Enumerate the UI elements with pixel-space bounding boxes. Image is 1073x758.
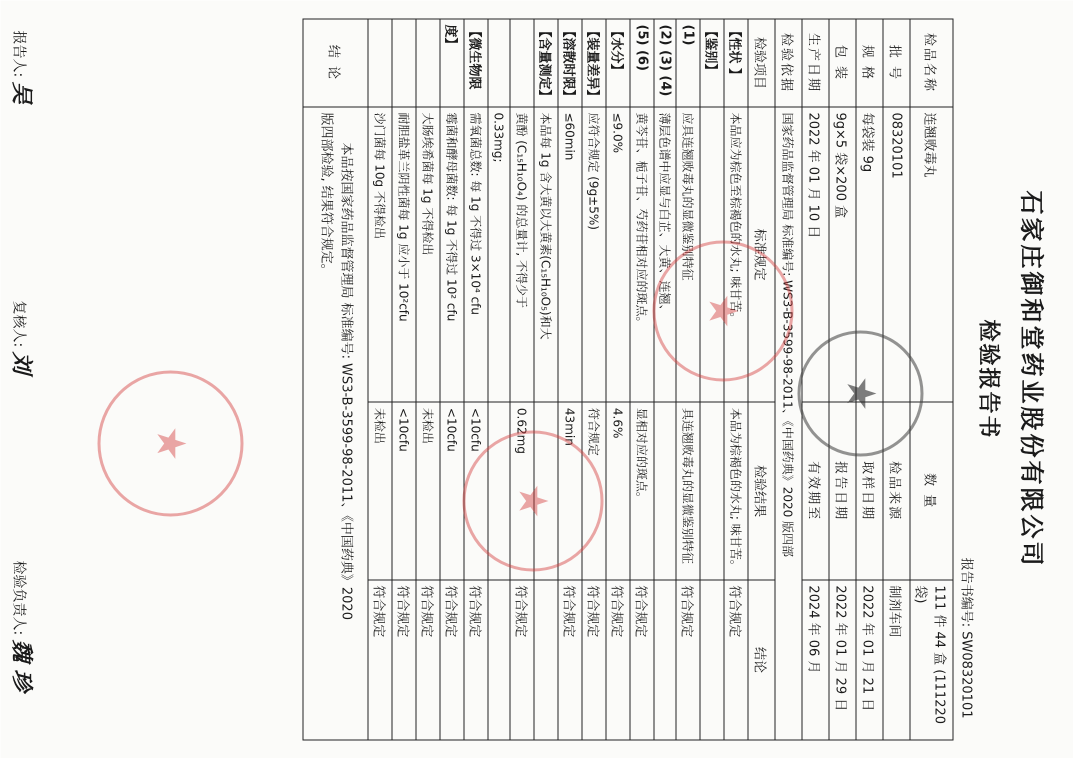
- reporter-label: 报告人:: [10, 30, 26, 77]
- test-conclusion: 符合规定: [676, 579, 700, 739]
- test-item-row: [534, 19, 558, 740]
- test-conclusion: [488, 579, 510, 739]
- test-item-row: [676, 19, 700, 740]
- seal-star-icon: ★: [509, 482, 556, 519]
- test-conclusion: 符合规定: [416, 579, 440, 739]
- test-conclusion: 符合规定: [606, 579, 630, 739]
- info-label: 规 格: [856, 19, 883, 107]
- test-standard: 黄芩苷、栀子苷、芍药苷相对应的斑点。: [630, 106, 654, 401]
- test-conclusion: 符合规定: [630, 579, 654, 739]
- company-seal-top: [797, 330, 923, 456]
- test-result: 具连翘败毒丸的显微鉴别特征: [676, 402, 700, 580]
- test-item-row: [392, 19, 416, 740]
- info-label: 有效期至: [802, 402, 829, 580]
- info-value: 08320101: [883, 106, 910, 401]
- col-result-header: 检验结果: [748, 402, 775, 580]
- info-label: 检品名称: [910, 19, 953, 107]
- company-name: 石家庄御和堂药业股份有限公司: [1017, 190, 1045, 568]
- conclusion-line1: 本品按国家药品监督管理局 标准编号: WS3-B-3599-98-2011、《中国药典》2020: [338, 141, 353, 620]
- col-standard-header: 标准规定: [748, 106, 775, 401]
- reviewer-label: 复核人:: [10, 300, 26, 347]
- test-standard: ≤60min: [558, 106, 582, 401]
- test-item: 【溶散时限】: [558, 19, 582, 107]
- basis-value: 国家药品监督管理局 标准编号: WS3-B-3599-98-2011、《中国药典》2020 版四部: [775, 106, 802, 739]
- test-result: <10cfu: [440, 402, 464, 580]
- info-label: 取样日期: [856, 402, 883, 580]
- test-standard: 应具连翘败毒丸的显微鉴别特征: [676, 106, 700, 401]
- test-item-row: [488, 19, 510, 740]
- test-result: 未检出: [368, 402, 392, 580]
- seal-star-icon: ★: [699, 292, 746, 329]
- test-result: 43min: [558, 402, 582, 580]
- test-item-row: [654, 19, 676, 740]
- test-standard: 需氧菌总数: 每 1g 不得过 3×10⁴ cfu: [464, 106, 488, 401]
- test-result: 0.62mg: [510, 402, 534, 580]
- test-item-row: [606, 19, 630, 740]
- test-conclusion: 符合规定: [392, 579, 416, 739]
- document-title: 检验报告书: [975, 318, 1000, 439]
- seal-star-icon: ★: [147, 425, 193, 461]
- test-standard: 沙门菌每 10g 不得检出: [368, 106, 392, 401]
- test-conclusion: 符合规定: [368, 579, 392, 739]
- test-item-row: [440, 19, 464, 740]
- info-value: 连翘败毒丸: [910, 106, 953, 401]
- test-item: [392, 19, 416, 107]
- conclusion-text: [303, 106, 368, 739]
- test-item: 【性状 】: [724, 19, 748, 107]
- test-item-row: [464, 19, 488, 740]
- test-result: 显相对应的斑点。: [630, 402, 654, 580]
- test-result: [654, 402, 676, 580]
- test-conclusion: 符合规定: [724, 579, 748, 739]
- info-value: 2022 年 01 月 21 日: [856, 579, 883, 739]
- info-value: 每袋装 9g: [856, 106, 883, 401]
- test-item: (2) (3) (4): [654, 19, 676, 107]
- test-result: <10cfu: [464, 402, 488, 580]
- info-value: 2022 年 01 月 10 日: [802, 106, 829, 401]
- test-item-row: [582, 19, 606, 740]
- info-label: 报告日期: [829, 402, 856, 580]
- test-standard: 应符合规定 (9g±5%): [582, 106, 606, 401]
- info-label: 检品来源: [883, 402, 910, 580]
- test-item: 【鉴别】: [700, 19, 724, 107]
- test-conclusion: 符合规定: [510, 579, 534, 739]
- test-standard: 霉菌和酵母菌数: 每 1g 不得过 10² cfu: [440, 106, 464, 401]
- test-item: 度】: [440, 19, 464, 107]
- info-value: 制剂车间: [883, 579, 910, 739]
- test-standard: 大肠埃希菌每 1g 不得检出: [416, 106, 440, 401]
- test-standard: 本品每 1g 含大黄以大黄素(C₁₅H₁₀O₅)和大: [534, 106, 558, 401]
- reporter-signature: 吴: [8, 81, 34, 104]
- info-value: 2024 年 06 月: [802, 579, 829, 739]
- test-item: [368, 19, 392, 107]
- conclusion-line2: 版四部检验, 结果符合规定。: [318, 111, 333, 277]
- conclusion-label: 结 论: [303, 19, 368, 107]
- test-standard: 耐胆盐革兰阴性菌每 1g 应小于 10²cfu: [392, 106, 416, 401]
- reviewer: [7, 300, 38, 373]
- col-item-header: 检验项目: [748, 19, 775, 107]
- qc-seal-1: [652, 240, 793, 381]
- test-item: [488, 19, 510, 107]
- test-item-row: [510, 19, 534, 740]
- test-item-row: [416, 19, 440, 740]
- test-item: (5) (6): [630, 19, 654, 107]
- test-item-row: [630, 19, 654, 740]
- test-item: 【水分】: [606, 19, 630, 107]
- info-value: 9g×5 袋×200 盒: [829, 106, 856, 401]
- seal-star-icon: ★: [837, 375, 883, 411]
- info-label: 包 装: [829, 19, 856, 107]
- qc-seal-2: [462, 430, 603, 571]
- test-item-row: [368, 19, 392, 740]
- test-result: 未检出: [416, 402, 440, 580]
- responsible-label: 检验负责人:: [10, 560, 26, 635]
- col-conclusion-header: 结论: [748, 579, 775, 739]
- info-label: 数 量: [910, 402, 953, 580]
- reviewer-signature: 刘: [8, 351, 34, 374]
- test-conclusion: [700, 579, 724, 739]
- test-item: (1): [676, 19, 700, 107]
- test-conclusion: 符合规定: [582, 579, 606, 739]
- info-label: 批 号: [883, 19, 910, 107]
- test-standard: 薄层色谱中应显与白芷、大黄、连翘、: [654, 106, 676, 401]
- test-conclusion: 符合规定: [558, 579, 582, 739]
- test-conclusion: 符合规定: [440, 579, 464, 739]
- test-standard: 黄酚 (C₁₅H₁₀O₄) 的总量计, 不得少于: [510, 106, 534, 401]
- test-conclusion: 符合规定: [464, 579, 488, 739]
- test-conclusion: [654, 579, 676, 739]
- test-item: 【含量测定】: [534, 19, 558, 107]
- test-item-row: [558, 19, 582, 740]
- test-standard: 0.33mg;: [488, 106, 510, 401]
- qc-seal-3: [97, 370, 243, 516]
- test-result: [700, 402, 724, 580]
- test-standard: ≤9.0%: [606, 106, 630, 401]
- info-label: 生产日期: [802, 19, 829, 107]
- responsible-signature: 魏 珍: [8, 639, 34, 691]
- test-item: [416, 19, 440, 107]
- test-result: 4.6%: [606, 402, 630, 580]
- test-result: 符合规定: [582, 402, 606, 580]
- test-item: 【微生物限: [464, 19, 488, 107]
- test-conclusion: [534, 579, 558, 739]
- test-result: <10cfu: [392, 402, 416, 580]
- test-item: 【装量差异】: [582, 19, 606, 107]
- test-result: 本品为棕褐色的水丸; 味甘苦。: [724, 402, 748, 580]
- info-value: 2022 年 01 月 29 日: [829, 579, 856, 739]
- report-number: 报告书编号: SW08320101: [958, 557, 973, 718]
- reporter: [7, 30, 38, 103]
- test-item: [510, 19, 534, 107]
- info-value: 111 件 44 盒 (111220 袋): [910, 579, 953, 739]
- basis-label: 检验依据: [775, 19, 802, 107]
- test-standard: 本品应为棕色至棕褐色的水丸; 味甘苦。: [724, 106, 748, 401]
- responsible: [7, 560, 38, 691]
